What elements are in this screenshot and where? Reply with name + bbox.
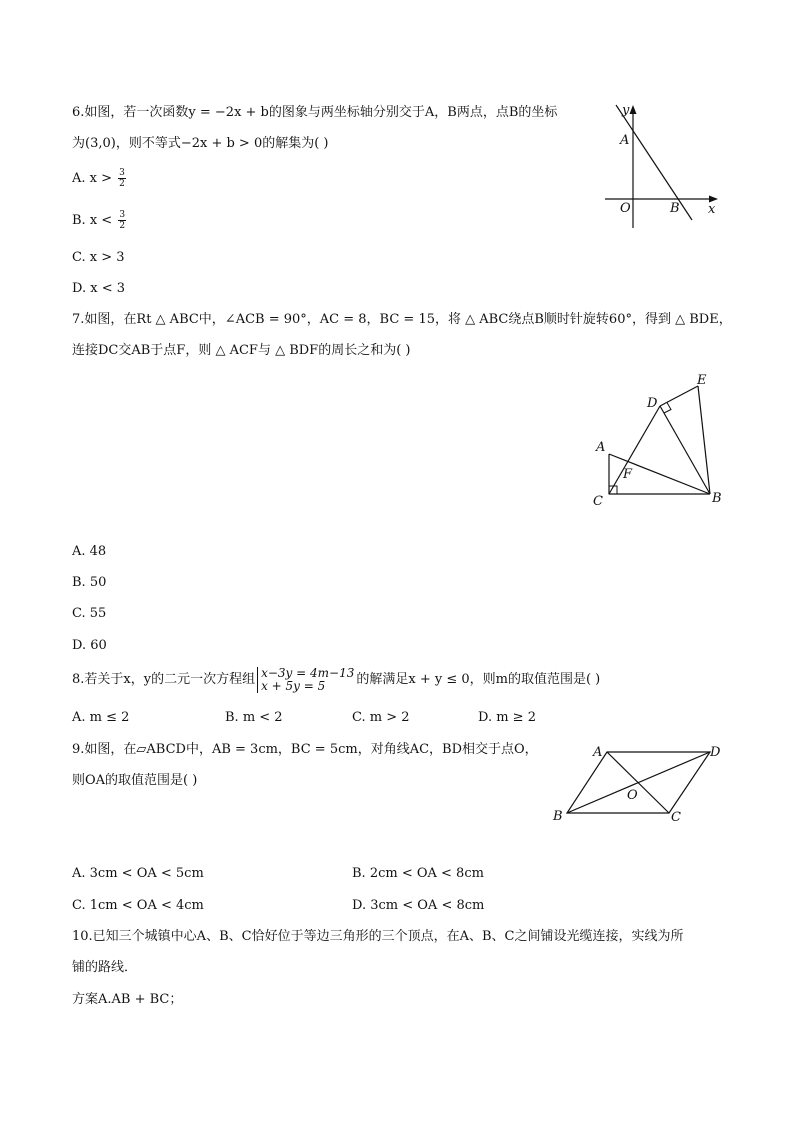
q6-label-o: O (620, 201, 631, 216)
q8-stem (72, 666, 600, 694)
q9-label-d: D (710, 745, 721, 760)
q8-option-c[interactable]: C. m > 2 (352, 710, 410, 725)
q7-label-c: C (593, 494, 603, 509)
q9-stem-line2: 则OA的取值范围是( ) (72, 773, 198, 788)
q8-option-a[interactable]: A. m ≤ 2 (72, 710, 130, 725)
q9-option-c[interactable]: C. 1cm < OA < 4cm (72, 898, 204, 913)
q9-option-d[interactable]: D. 3cm < OA < 8cm (352, 898, 485, 913)
q6-label-b: B (670, 201, 680, 216)
q6-option-b-text: B. x < (72, 213, 113, 228)
q7-stem-line2: 连接DC交AB于点F，则 △ ACF与 △ BDF的周长之和为( ) (72, 343, 411, 358)
q9-label-b: B (553, 809, 563, 824)
q8-stem-pre: 8.若关于x，y的二元一次方程组 (72, 672, 256, 687)
q10-stem-line2: 铺的路线． (72, 960, 138, 975)
q6-label-y: y (622, 103, 630, 118)
q8-eq1: x−3y = 4m−13 (261, 665, 355, 680)
q6-stem-line1: 6.如图，若一次函数y = −2x + b的图象与两坐标轴分别交于A，B两点，点B的坐标 (72, 105, 558, 120)
q6-figure (600, 100, 730, 235)
q7-stem-line1: 7.如图，在Rt △ ABC中，∠ACB = 90°，AC = 8，BC = 15，将 △ ABC绕点B顺时针旋转60°，得到 △ BDE， (72, 312, 732, 327)
q6-option-b-fraction: $\frac{3}{2}$ (119, 210, 126, 231)
q6-option-a[interactable] (72, 168, 126, 189)
q6-option-a-fraction: $\frac{3}{2}$ (119, 168, 125, 189)
q7-label-d: D (647, 396, 658, 411)
q8-option-b[interactable]: B. m < 2 (225, 710, 283, 725)
q8-equation-system (257, 667, 354, 693)
q9-stem-line1: 9.如图，在▱ABCD中，AB = 3cm，BC = 5cm，对角线AC，BD相交于点O， (72, 742, 538, 757)
q7-label-e: E (697, 373, 707, 388)
q6-option-d[interactable]: D. x < 3 (72, 281, 125, 296)
q7-option-b[interactable]: B. 50 (72, 575, 107, 590)
q8-eq2: x + 5y = 5 (261, 678, 326, 693)
q7-label-f: F (623, 467, 633, 482)
q6-stem-line2: 为(3,0)，则不等式−2x + b > 0的解集为( ) (72, 136, 329, 151)
q9-option-a[interactable]: A. 3cm < OA < 5cm (72, 866, 204, 881)
q7-option-c[interactable]: C. 55 (72, 606, 107, 621)
q10-scheme-a: 方案A.AB + BC； (72, 992, 183, 1007)
q10-stem-line1: 10.已知三个城镇中心A、B、C恰好位于等边三角形的三个顶点，在A、B、C之间铺设光缆连接，实线为所 (72, 929, 684, 944)
q7-label-a: A (596, 440, 606, 455)
q6-option-c[interactable]: C. x > 3 (72, 250, 125, 265)
q6-option-b[interactable] (72, 210, 126, 231)
q7-label-b: B (712, 491, 722, 506)
q9-option-b[interactable]: B. 2cm < OA < 8cm (352, 866, 484, 881)
q6-label-a: A (620, 133, 630, 148)
q7-figure (590, 368, 725, 510)
q9-figure (550, 740, 730, 826)
q8-option-d[interactable]: D. m ≥ 2 (478, 710, 536, 725)
q6-label-x: x (708, 202, 716, 217)
q6-option-a-text: A. x > (72, 171, 113, 186)
q9-label-c: C (671, 810, 681, 825)
q8-stem-post: 的解满足x + y ≤ 0，则m的取值范围是( ) (356, 672, 601, 687)
q7-option-a[interactable]: A. 48 (72, 544, 107, 559)
q9-label-o: O (627, 788, 638, 803)
q9-label-a: A (593, 745, 603, 760)
q7-option-d[interactable]: D. 60 (72, 638, 107, 653)
